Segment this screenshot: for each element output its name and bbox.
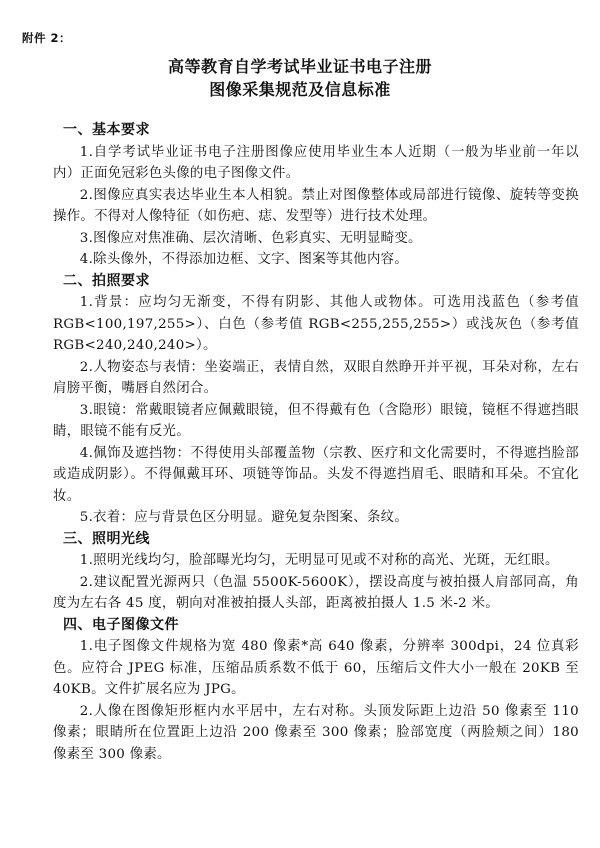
attachment-label: 附件 2： <box>22 31 72 45</box>
paragraph: 4.佩饰及遮挡物：不得使用头部覆盖物（宗教、医疗和文化需要时，不得遮挡脸部或造成阴影）。不得佩戴耳环、项链等饰品。头发不得遮挡眉毛、眼睛和耳朵。不宜化妆。 <box>53 445 579 504</box>
paragraph: 3.图像应对焦准确、层次清晰、色彩真实、无明显畸变。 <box>79 230 422 246</box>
paragraph: 4.除头像外，不得添加边框、文字、图案等其他内容。 <box>79 252 409 267</box>
paragraph: 3.眼镜：常戴眼镜者应佩戴眼镜，但不得戴有色（含隐形）眼镜，镜框不得遮挡眼睛，眼镜不能有反光。 <box>53 402 579 439</box>
section-heading-lighting: 三、照明光线 <box>63 530 150 547</box>
document-body <box>53 120 579 765</box>
paragraph: 1.自学考试毕业证书电子注册图像应使用毕业生本人近期（一般为毕业前一年以内）正面免冠彩色头像的电子图像文件。 <box>53 144 579 181</box>
document-title-line-1: 高等教育自学考试毕业证书电子注册 <box>167 57 432 76</box>
section-heading-image-file: 四、电子图像文件 <box>63 616 179 633</box>
paragraph: 2.人像在图像矩形框内水平居中，左右对称。头顶发际距上边沿 50 像素至 110 像素；眼睛所在位置距上边沿 200 像素至 300 像素；脸部宽度（两脸颊之间）180 像素至 300 像素。 <box>53 703 579 762</box>
paragraph: 2.图像应真实表达毕业生本人相貌。禁止对图像整体或局部进行镜像、旋转等变换操作。不得对人像特征（如伤疤、痣、发型等）进行技术处理。 <box>53 187 579 224</box>
paragraph: 2.人物姿态与表情：坐姿端正，表情自然，双眼自然睁开并平视，耳朵对称，左右肩膀平衡，嘴唇自然闭合。 <box>53 359 579 396</box>
paragraph: 1.电子图像文件规格为宽 480 像素*高 640 像素，分辨率 300dpi，24 位真彩色。应符合 JPEG 标准，压缩品质系数不低于 60，压缩后文件大小一般在 20KB 至 40KB。文件扩展名应为 JPG。 <box>53 639 579 697</box>
section-heading-basic-requirements: 一、基本要求 <box>63 122 150 138</box>
paragraph: 1.背景：应均匀无渐变，不得有阴影、其他人或物体。可选用浅蓝色（参考值 RGB<100,197,255>）、白色（参考值 RGB<255,255,255>）或浅灰色（参考值 RGB<240,240,240>）。 <box>53 295 579 353</box>
paragraph: 1.照明光线均匀，脸部曝光均匀，无明显可见或不对称的高光、光斑，无红眼。 <box>79 553 559 568</box>
paragraph: 5.衣着：应与背景色区分明显。避免复杂图案、条纹。 <box>79 510 409 525</box>
paragraph: 2.建议配置光源两只（色温 5500K-5600K），摆设高度与被拍摄人肩部同高，角度为左右各 45 度，朝向对准被拍摄人头部，距离被拍摄人 1.5 米-2 米。 <box>53 574 579 611</box>
section-heading-photo-requirements: 二、拍照要求 <box>63 272 150 289</box>
document-title-line-2: 图像采集规范及信息标准 <box>209 80 391 99</box>
